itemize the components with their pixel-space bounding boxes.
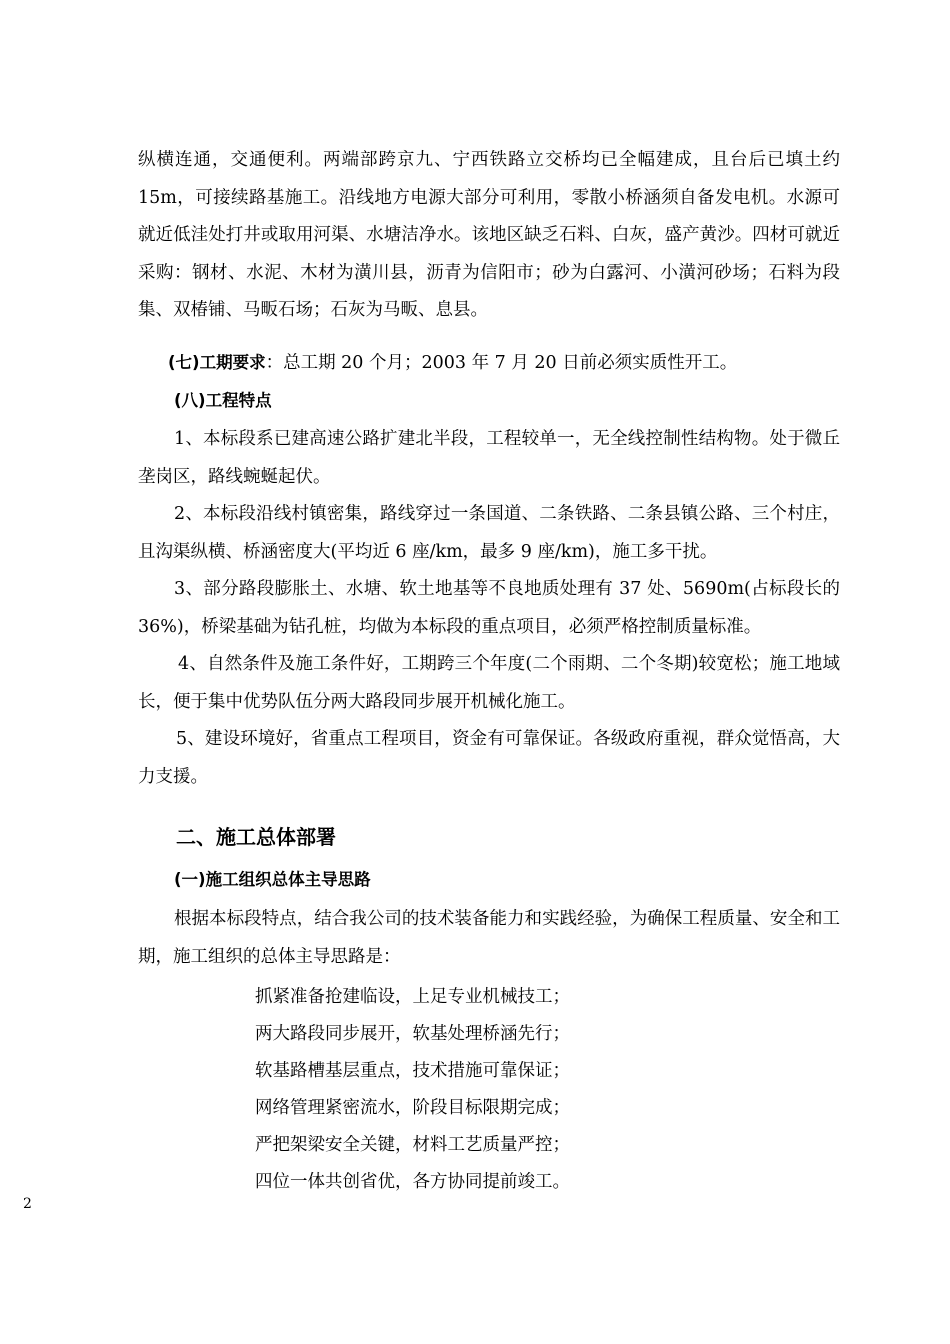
verse-line: 抓紧准备抢建临设，上足专业机械技工； xyxy=(255,987,570,1007)
feature-item-5: 5、建设环境好，省重点工程项目，资金有可靠保证。各级政府重视，群众觉悟高，大力支援。 xyxy=(138,729,840,787)
subsection-1-heading-wrap xyxy=(138,861,840,899)
features-list xyxy=(138,421,840,796)
page-number: 2 xyxy=(23,1196,32,1212)
section-7-label: (七)工期要求 xyxy=(168,353,266,372)
intro-paragraph: 根据本标段特点，结合我公司的技术装备能力和实践经验，为确保工程质量、安全和工期，施工组织的总体主导思路是： xyxy=(138,909,840,967)
verse-line: 软基路槽基层重点，技术措施可靠保证； xyxy=(255,1061,570,1081)
chapter-heading: 二、施工总体部署 xyxy=(176,825,336,849)
paragraph-site-conditions: 纵横连通，交通便利。两端部跨京九、宁西铁路立交桥均已全幅建成，且台后已填土约15m，可接续路基施工。沿线地方电源大部分可利用，零散小桥涵须自备发电机。水源可就近低洼处打井或取用河渠、水塘洁净水。该地区缺乏石料、白灰，盛产黄沙。四材可就近采购：钢材、水泥、木材为潢川县，沥青为信阳市；砂为白露河、小潢河砂场；石料为段集、双椿铺、马畈石场；石灰为马畈、息县。 xyxy=(138,150,840,320)
intro-paragraph-wrap xyxy=(138,901,840,976)
feature-item-2: 2、本标段沿线村镇密集，路线穿过一条国道、二条铁路、二条县镇公路、三个村庄，且沟渠纵横、桥涵密度大(平均近 6 座/km，最多 9 座/km)，施工多干扰。 xyxy=(138,504,840,562)
paragraph-schedule xyxy=(138,344,840,383)
guiding-verses xyxy=(255,979,570,1201)
verse-line: 网络管理紧密流水，阶段目标限期完成； xyxy=(255,1098,570,1118)
feature-item-3: 3、部分路段膨胀土、水塘、软土地基等不良地质处理有 37 处、5690m(占标段长的 36%)，桥梁基础为钻孔桩，均做为本标段的重点项目，必须严格控制质量标准。 xyxy=(138,579,840,637)
opening-paragraph xyxy=(138,142,840,330)
verse-line: 严把架梁安全关键，材料工艺质量严控； xyxy=(255,1135,570,1155)
section-8-heading: (八)工程特点 xyxy=(174,391,272,410)
subsection-1-heading: (一)施工组织总体主导思路 xyxy=(174,870,371,889)
section-8-heading-wrap xyxy=(138,382,840,420)
verse-line: 四位一体共创省优，各方协同提前竣工。 xyxy=(255,1172,570,1192)
feature-item-1: 1、本标段系已建高速公路扩建北半段，工程较单一，无全线控制性结构物。处于微丘垄岗区，路线蜿蜒起伏。 xyxy=(138,429,840,487)
section-7-text: ：总工期 20 个月；2003 年 7 月 20 日前必须实质性开工。 xyxy=(265,353,738,373)
section-7 xyxy=(138,344,840,383)
feature-item-4: 4、自然条件及施工条件好，工期跨三个年度(二个雨期、二个冬期)较宽松；施工地域长，便于集中优势队伍分两大路段同步展开机械化施工。 xyxy=(138,654,840,712)
verse-line: 两大路段同步展开，软基处理桥涵先行； xyxy=(255,1024,570,1044)
